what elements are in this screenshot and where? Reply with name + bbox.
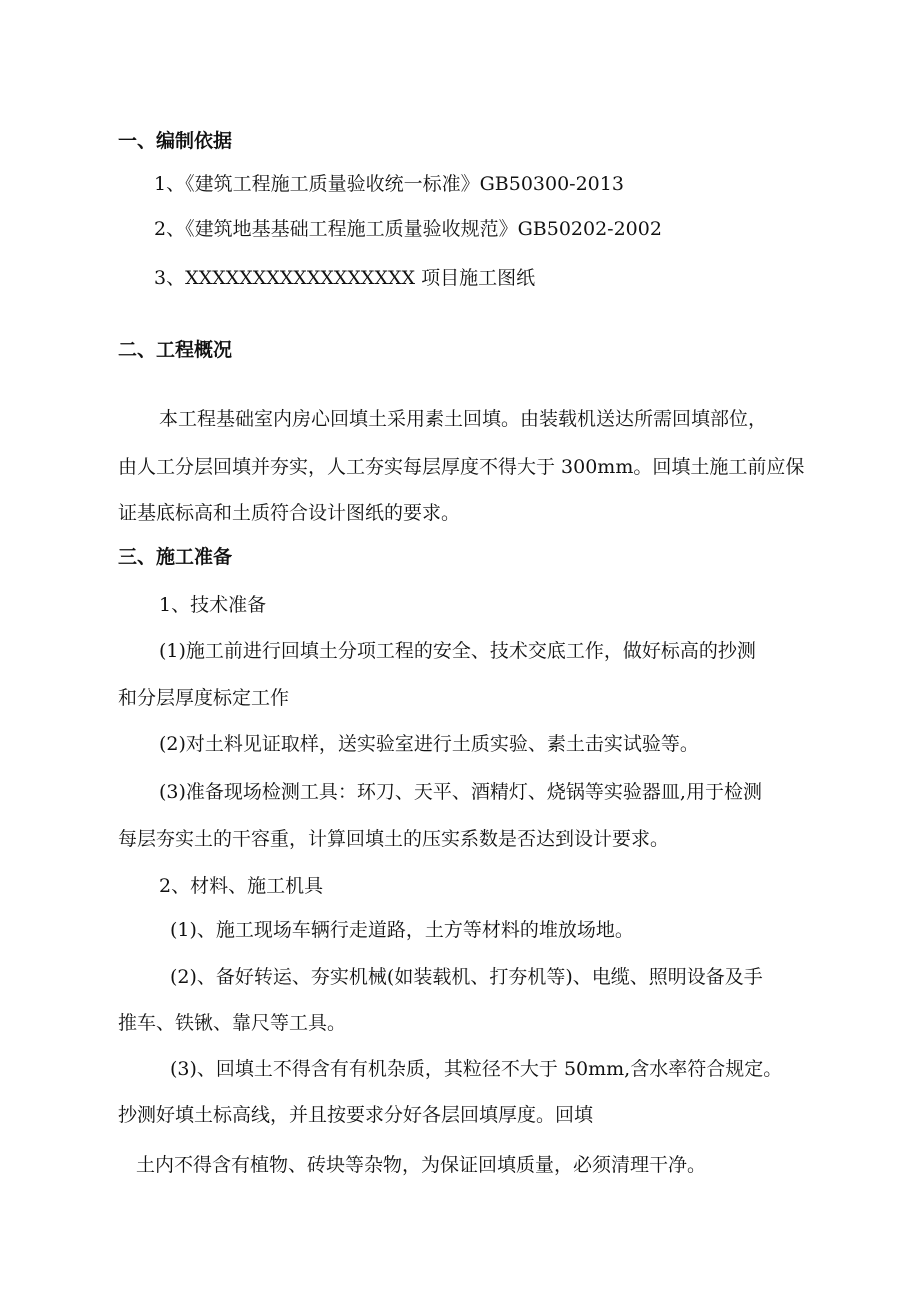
overview-line-3: 证基底标高和土质符合设计图纸的要求。 [118,502,461,524]
technical-line-1: (1)施工前进行回填土分项工程的安全、技术交底工作，做好标高的抄测 [159,640,756,662]
basis-item-3: 3、XXXXXXXXXXXXXXXXX 项目施工图纸 [154,267,536,289]
materials-line-6: 土内不得含有植物、砖块等杂物，为保证回填质量，必须清理干净。 [136,1154,707,1176]
overview-line-1: 本工程基础室内房心回填土采用素土回填。由装载机送达所需回填部位， [159,408,768,430]
section-heading-overview: 二、工程概况 [118,339,233,361]
materials-line-4: (3)、回填土不得含有有机杂质，其粒径不大于 50mm,含水率符合规定。 [170,1058,783,1080]
technical-line-5: 每层夯实土的干容重，计算回填土的压实系数是否达到设计要求。 [118,828,670,850]
section-heading-preparation: 三、施工准备 [118,546,233,568]
subsection-title-technical: 1、技术准备 [159,594,267,616]
technical-line-4: (3)准备现场检测工具：环刀、天平、酒精灯、烧锅等实验器皿,用于检测 [159,781,762,803]
materials-line-3: 推车、铁锹、靠尺等工具。 [118,1012,347,1034]
materials-line-5: 抄测好填土标高线，并且按要求分好各层回填厚度。回填 [118,1104,594,1126]
section-heading-basis: 一、编制依据 [118,130,233,152]
materials-line-2: (2)、备好转运、夯实机械(如装载机、打夯机等)、电缆、照明设备及手 [170,966,763,988]
technical-line-2: 和分层厚度标定工作 [118,687,290,709]
basis-item-2: 2、《建筑地基基础工程施工质量验收规范》GB50202-2002 [154,218,662,240]
subsection-title-materials: 2、材料、施工机具 [159,875,324,897]
materials-line-1: (1)、施工现场车辆行走道路，土方等材料的堆放场地。 [170,919,634,941]
overview-line-2: 由人工分层回填并夯实，人工夯实每层厚度不得大于 300mm。回填土施工前应保 [118,456,805,478]
technical-line-3: (2)对土料见证取样，送实验室进行土质实验、素土击实试验等。 [159,733,699,755]
basis-item-1: 1、《建筑工程施工质量验收统一标准》GB50300-2013 [154,173,624,195]
